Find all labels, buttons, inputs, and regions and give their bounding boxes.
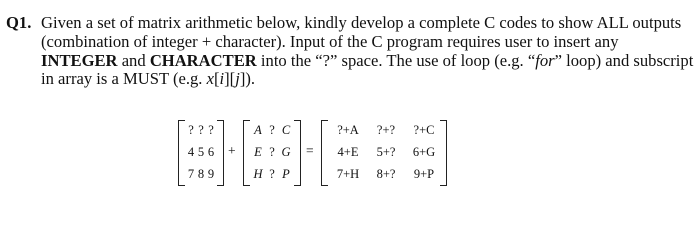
- question-number: Q1.: [6, 13, 32, 32]
- index-j: j: [235, 69, 240, 89]
- matrix-cell: 5+?: [376, 145, 396, 159]
- matrix-cell: C: [281, 123, 291, 137]
- index-i: i: [219, 69, 225, 89]
- matrix-cell: ?: [198, 123, 204, 137]
- matrix-cell: 6+G: [412, 145, 436, 159]
- matrix-cell: E: [254, 145, 262, 159]
- keyword-integer: INTEGER: [41, 50, 118, 70]
- matrix-b: [243, 118, 301, 186]
- question-text-intro: Given a set of matrix arithmetic below, kindly develop a complete C codes to show ALL outputs (combination of integer + character). Input of the C program requires user to insert any: [41, 13, 682, 51]
- matrix-cell: 9: [207, 167, 215, 181]
- matrix-row: [329, 119, 443, 141]
- question-text: [41, 14, 694, 89]
- matrix-result-left-bracket: [321, 120, 328, 186]
- matrix-cell: 4: [187, 145, 195, 159]
- question-block: [6, 14, 694, 89]
- question-text-end: ]).: [239, 69, 256, 89]
- matrix-b-right-bracket: [294, 120, 301, 186]
- matrix-b-grid: [251, 119, 293, 185]
- matrix-a-left-bracket: [178, 120, 185, 186]
- matrix-result-right-bracket: [440, 120, 447, 186]
- matrix-cell: 6: [207, 145, 215, 159]
- question-text-and: and: [117, 50, 150, 70]
- matrix-cell: 4+E: [337, 145, 359, 159]
- matrix-cell: 9+P: [413, 167, 435, 181]
- matrix-row: [186, 119, 216, 141]
- matrix-cell: P: [282, 167, 290, 181]
- matrix-row: [329, 163, 443, 185]
- bracket-mid: ][: [224, 69, 236, 89]
- matrix-result: [321, 118, 447, 186]
- matrix-cell: 7+H: [336, 167, 360, 181]
- matrix-cell: 8: [197, 167, 205, 181]
- matrix-a-right-bracket: [217, 120, 224, 186]
- matrix-cell: ?+?: [376, 123, 396, 137]
- matrix-a: [178, 118, 224, 186]
- matrix-cell: ?: [269, 123, 275, 137]
- matrix-cell: 8+?: [376, 167, 396, 181]
- matrix-cell: ?: [269, 145, 275, 159]
- matrix-row: [251, 163, 293, 185]
- matrix-cell: ?+A: [337, 123, 359, 137]
- array-name: x: [206, 69, 214, 89]
- matrix-cell: 5: [197, 145, 205, 159]
- matrix-row: [251, 141, 293, 163]
- matrix-equation: [0, 118, 700, 190]
- plus-sign: +: [228, 143, 236, 158]
- matrix-row: [186, 163, 216, 185]
- matrix-cell: ?: [188, 123, 194, 137]
- matrix-cell: ?: [208, 123, 214, 137]
- matrix-cell: 7: [187, 167, 195, 181]
- matrix-row: [329, 141, 443, 163]
- keyword-for: for: [535, 50, 555, 70]
- matrix-cell: H: [253, 167, 263, 181]
- keyword-character: CHARACTER: [149, 50, 257, 70]
- matrix-a-grid: [186, 119, 216, 185]
- matrix-result-grid: [329, 119, 443, 185]
- equals-sign: =: [306, 143, 314, 158]
- matrix-cell: ?+C: [413, 123, 435, 137]
- matrix-cell: G: [281, 145, 291, 159]
- question-text-subscript: ” loop) and subscript in array is a MUST (e.g.: [41, 50, 694, 89]
- question-text-loop: into the “?” space. The use of loop (e.g. “: [256, 50, 536, 70]
- matrix-b-left-bracket: [243, 120, 250, 186]
- matrix-row: [251, 119, 293, 141]
- bracket-open: [: [213, 69, 220, 89]
- matrix-row: [186, 141, 216, 163]
- matrix-cell: ?: [269, 167, 275, 181]
- matrix-cell: A: [254, 123, 262, 137]
